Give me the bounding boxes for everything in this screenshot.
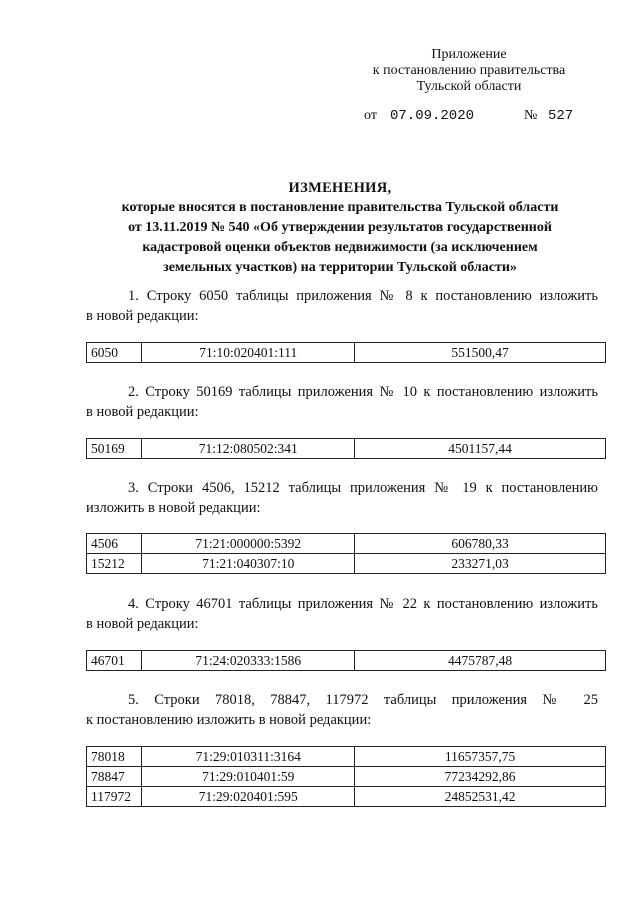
appendix-line: Приложение bbox=[431, 47, 507, 62]
section-4-text bbox=[86, 594, 598, 634]
row-id-cell: 15212 bbox=[87, 554, 142, 574]
section-text-line: 1. Строку 6050 таблицы приложения № 8 к постановлению изложить bbox=[128, 288, 598, 304]
cadastral-value-cell: 24852531,42 bbox=[355, 787, 606, 807]
cadastral-number-cell: 71:21:040307:10 bbox=[142, 554, 355, 574]
cadastral-value-cell: 4501157,44 bbox=[355, 439, 606, 459]
section-4-table bbox=[86, 650, 606, 671]
row-id-cell: 78018 bbox=[87, 747, 142, 767]
section-text-line: в новой редакции: bbox=[86, 404, 199, 420]
cadastral-number-cell: 71:12:080502:341 bbox=[142, 439, 355, 459]
appendix-line: к постановлению правительства bbox=[372, 63, 566, 78]
title-line: кадастровой оценки объектов недвижимости (за исключением bbox=[142, 240, 538, 255]
table-row bbox=[87, 534, 606, 554]
table-row bbox=[87, 343, 606, 363]
section-1-text bbox=[86, 286, 598, 326]
row-id-cell: 6050 bbox=[87, 343, 142, 363]
section-text-line: изложить в новой редакции: bbox=[86, 500, 261, 516]
cadastral-value-cell: 11657357,75 bbox=[355, 747, 606, 767]
cadastral-value-cell: 77234292,86 bbox=[355, 767, 606, 787]
table-row bbox=[87, 439, 606, 459]
title-line: от 13.11.2019 № 540 «Об утверждении результатов государственной bbox=[128, 220, 552, 235]
table-row bbox=[87, 554, 606, 574]
section-2-text bbox=[86, 382, 598, 422]
number-sign: № bbox=[524, 108, 538, 123]
cadastral-value-cell: 4475787,48 bbox=[355, 651, 606, 671]
section-1-table bbox=[86, 342, 606, 363]
cadastral-value-cell: 551500,47 bbox=[355, 343, 606, 363]
section-text-line: к постановлению изложить в новой редакции: bbox=[86, 712, 372, 728]
section-text-line: в новой редакции: bbox=[86, 616, 199, 632]
cadastral-number-cell: 71:29:010311:3164 bbox=[142, 747, 355, 767]
row-id-cell: 50169 bbox=[87, 439, 142, 459]
table-row bbox=[87, 651, 606, 671]
table-row bbox=[87, 747, 606, 767]
row-id-cell: 78847 bbox=[87, 767, 142, 787]
cadastral-number-cell: 71:29:010401:59 bbox=[142, 767, 355, 787]
section-text-line: 3. Строки 4506, 15212 таблицы приложения № 19 к постановлению bbox=[128, 480, 598, 496]
row-id-cell: 46701 bbox=[87, 651, 142, 671]
section-text-line: 4. Строку 46701 таблицы приложения № 22 к постановлению изложить bbox=[128, 596, 598, 612]
cadastral-number-cell: 71:29:020401:595 bbox=[142, 787, 355, 807]
appendix-header bbox=[340, 47, 598, 95]
title-line: которые вносятся в постановление правительства Тульской области bbox=[121, 200, 559, 215]
section-5-text bbox=[86, 690, 598, 730]
section-3-text bbox=[86, 478, 598, 518]
title-heading: ИЗМЕНЕНИЯ, bbox=[288, 180, 392, 196]
cadastral-number-cell: 71:24:020333:1586 bbox=[142, 651, 355, 671]
section-3-table bbox=[86, 533, 606, 574]
document-title bbox=[60, 178, 620, 278]
title-line: земельных участков) на территории Тульской области» bbox=[163, 260, 517, 275]
table-row bbox=[87, 767, 606, 787]
dateline-prefix: от bbox=[364, 108, 377, 123]
section-2-table bbox=[86, 438, 606, 459]
table-row bbox=[87, 787, 606, 807]
decree-date: 07.09.2020 bbox=[390, 108, 475, 124]
row-id-cell: 4506 bbox=[87, 534, 142, 554]
cadastral-value-cell: 233271,03 bbox=[355, 554, 606, 574]
section-text-line: 5. Строки 78018, 78847, 117972 таблицы приложения № 25 bbox=[128, 692, 598, 708]
row-id-cell: 117972 bbox=[87, 787, 142, 807]
section-text-line: 2. Строку 50169 таблицы приложения № 10 к постановлению изложить bbox=[128, 384, 598, 400]
decree-number: 527 bbox=[548, 108, 574, 124]
cadastral-number-cell: 71:21:000000:5392 bbox=[142, 534, 355, 554]
appendix-line: Тульской области bbox=[416, 79, 522, 94]
section-5-table bbox=[86, 746, 606, 807]
cadastral-number-cell: 71:10:020401:111 bbox=[142, 343, 355, 363]
section-text-line: в новой редакции: bbox=[86, 308, 199, 324]
cadastral-value-cell: 606780,33 bbox=[355, 534, 606, 554]
